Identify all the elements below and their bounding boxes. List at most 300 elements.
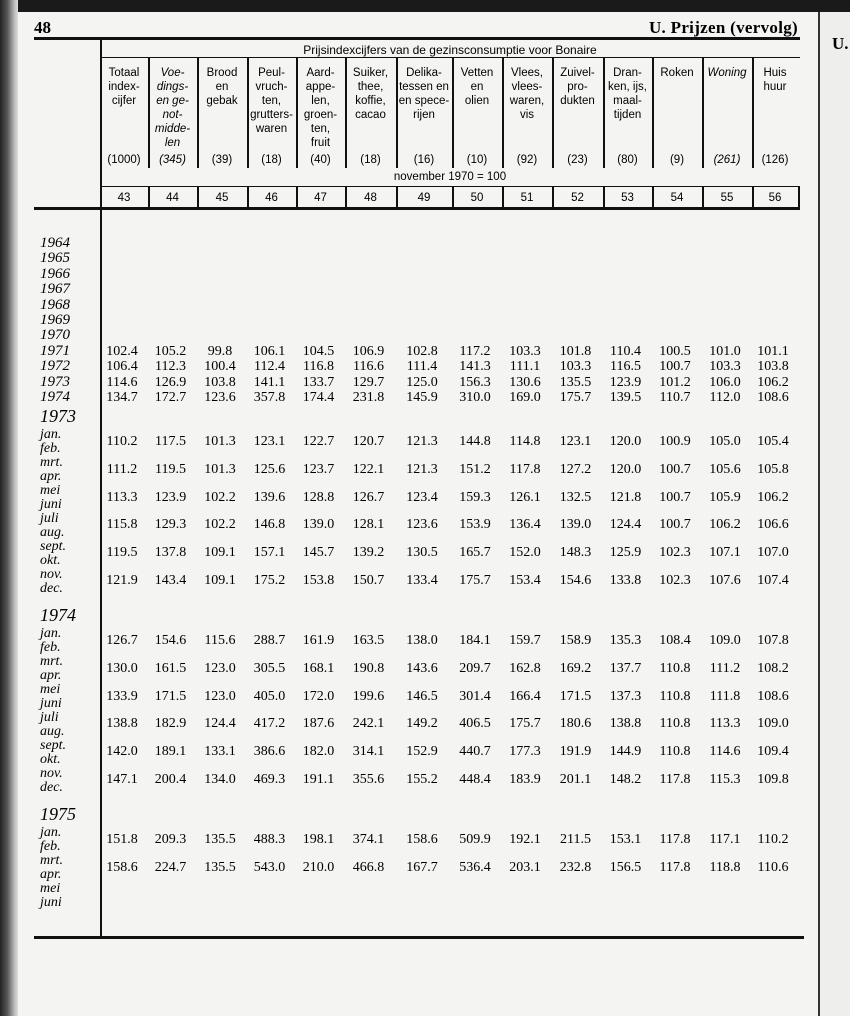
data-cell: 165.7	[459, 545, 491, 561]
colno-divider	[798, 186, 800, 208]
base-period: november 1970 = 100	[393, 171, 507, 183]
data-cell: 145.9	[406, 390, 438, 406]
data-cell: 139.0	[559, 517, 592, 533]
data-cell: 536.4	[459, 859, 491, 875]
data-cell: 101.8	[559, 344, 592, 359]
data-cell: 115.6	[204, 633, 236, 648]
data-cell: 153.1	[609, 832, 642, 847]
column-number: 46	[265, 192, 278, 204]
column-weight: (92)	[516, 154, 538, 166]
column-weight: (1000)	[107, 154, 141, 166]
data-cell: 111.1	[509, 359, 541, 375]
data-cell: 105.0	[709, 434, 741, 449]
column-weight: (39)	[211, 154, 233, 166]
data-cell: 158.9	[559, 633, 592, 648]
data-cell: 488.3	[253, 832, 286, 847]
data-cell: 148.2	[609, 772, 642, 787]
data-cell: 150.7	[352, 573, 385, 588]
block-year-label: 1975	[40, 804, 76, 824]
month-label: mei	[40, 881, 61, 896]
data-cell: 153.9	[459, 517, 491, 533]
data-cell: 123.7	[302, 461, 335, 477]
year-label: 1972	[40, 358, 70, 375]
data-cell: 110.4	[610, 344, 641, 359]
year-label: 1967	[40, 281, 70, 298]
data-cell: 115.8	[106, 517, 138, 533]
data-cell: 144.9	[609, 744, 642, 760]
data-cell: 440.7	[459, 744, 491, 760]
column-weight: (261)	[713, 154, 741, 166]
block-year-label: 1973	[40, 406, 76, 426]
column-header: Brood en gebak	[206, 67, 238, 107]
data-cell: 149.2	[406, 716, 438, 732]
data-cell: 198.1	[302, 832, 335, 847]
data-cell: 109.0	[757, 716, 789, 732]
month-label: mei	[40, 483, 61, 498]
data-cell: 103.3	[559, 359, 592, 375]
data-cell: 128.1	[352, 517, 385, 533]
month-label: juli	[40, 710, 59, 725]
data-cell: 118.8	[709, 859, 741, 875]
data-cell: 509.9	[459, 832, 491, 847]
data-cell: 112.3	[155, 359, 186, 375]
column-header: Suiker, thee, koffie, cacao	[352, 67, 389, 121]
data-cell: 124.4	[204, 716, 236, 732]
data-cell: 128.8	[302, 489, 335, 505]
data-cell: 191.1	[302, 772, 335, 787]
data-cell: 141.3	[459, 359, 491, 375]
data-cell: 123.9	[154, 489, 187, 505]
data-cell: 201.1	[559, 772, 592, 787]
data-cell: 143.6	[406, 660, 438, 676]
data-cell: 102.2	[204, 489, 236, 505]
data-cell: 103.3	[709, 359, 741, 375]
data-cell: 158.6	[406, 832, 438, 847]
data-cell: 137.7	[609, 660, 642, 676]
column-weight: (80)	[617, 154, 638, 166]
month-label: okt.	[40, 752, 61, 767]
data-cell: 123.9	[609, 374, 642, 390]
column-number: 49	[417, 192, 431, 204]
data-cell: 107.6	[709, 573, 741, 588]
data-cell: 110.2	[757, 832, 789, 847]
data-cell: 133.7	[302, 374, 335, 390]
data-cell: 355.6	[352, 772, 385, 787]
data-cell: 417.2	[253, 716, 286, 732]
data-cell: 108.6	[757, 688, 789, 704]
data-cell: 147.1	[106, 772, 138, 787]
column-header: Voe- dings- en ge- not- midde- len	[154, 67, 191, 149]
data-cell: 146.8	[253, 517, 286, 533]
year-label: 1966	[40, 265, 70, 282]
data-cell: 112.4	[254, 359, 285, 375]
data-cell: 105.6	[709, 461, 741, 477]
data-cell: 102.3	[659, 545, 691, 561]
data-cell: 101.0	[709, 344, 741, 359]
column-weight: (126)	[761, 154, 789, 166]
month-label: sept.	[40, 539, 67, 554]
data-cell: 103.3	[509, 344, 541, 359]
data-cell: 175.7	[559, 390, 592, 406]
data-cell: 171.5	[559, 688, 592, 704]
data-cell: 125.0	[406, 374, 438, 390]
data-cell: 448.4	[459, 772, 491, 787]
data-cell: 126.7	[106, 633, 138, 648]
data-cell: 182.9	[154, 716, 187, 732]
data-cell: 105.4	[757, 434, 789, 449]
data-cell: 120.0	[609, 461, 642, 477]
data-cell: 148.3	[559, 545, 592, 561]
data-cell: 166.4	[509, 688, 541, 704]
data-cell: 100.4	[204, 359, 236, 375]
book-spine-edge	[0, 0, 18, 1016]
month-label: apr.	[40, 668, 62, 683]
month-label: apr.	[40, 469, 62, 484]
data-cell: 130.6	[509, 374, 541, 390]
data-cell: 171.5	[154, 688, 187, 704]
data-cell: 116.5	[610, 359, 641, 375]
data-cell: 305.5	[253, 660, 286, 676]
data-cell: 109.8	[757, 772, 789, 787]
data-cell: 158.6	[106, 859, 138, 875]
data-cell: 101.1	[757, 344, 789, 359]
data-cell: 123.0	[204, 688, 236, 704]
data-cell: 135.5	[204, 832, 236, 847]
month-label: juni	[40, 696, 62, 711]
month-label: mrt.	[40, 853, 63, 868]
colno-top-rule	[100, 186, 800, 187]
data-cell: 108.6	[757, 390, 789, 406]
data-cell: 374.1	[352, 832, 385, 847]
data-cell: 117.8	[659, 772, 691, 787]
data-cell: 120.0	[609, 434, 642, 449]
data-cell: 119.5	[106, 545, 138, 561]
column-header: Vetten en olien	[460, 67, 494, 107]
data-cell: 107.4	[757, 573, 789, 588]
data-cell: 122.7	[302, 434, 335, 449]
data-cell: 224.7	[154, 859, 187, 875]
data-cell: 159.3	[459, 489, 491, 505]
data-cell: 107.8	[757, 633, 789, 648]
data-cell: 102.3	[659, 573, 691, 588]
month-label: dec.	[40, 581, 63, 596]
page-number: 48	[34, 18, 51, 37]
month-label: sept.	[40, 738, 67, 753]
data-cell: 123.1	[559, 434, 592, 449]
data-cell: 122.1	[352, 461, 385, 477]
data-cell: 156.3	[459, 374, 491, 390]
data-cell: 199.6	[352, 688, 385, 704]
next-page-heading: U.	[832, 34, 849, 53]
column-header: Roken	[660, 67, 694, 79]
data-cell: 141.1	[253, 374, 286, 390]
column-number: 51	[520, 192, 534, 204]
month-label: apr.	[40, 867, 62, 882]
year-label: 1971	[40, 342, 70, 359]
top-rule	[34, 37, 800, 40]
data-cell: 135.5	[204, 859, 236, 875]
data-cell: 110.8	[659, 660, 691, 676]
data-cell: 161.5	[154, 660, 187, 676]
data-cell: 109.0	[709, 633, 741, 648]
data-cell: 116.6	[353, 359, 384, 375]
data-cell: 100.7	[659, 461, 691, 477]
month-label: nov.	[40, 567, 63, 582]
column-header: Dran- ken, ijs, maal- tijden	[608, 67, 647, 121]
data-cell: 106.2	[757, 489, 789, 505]
data-cell: 159.7	[509, 633, 541, 648]
data-cell: 106.4	[106, 359, 138, 375]
data-cell: 105.2	[154, 344, 187, 359]
column-number: 54	[670, 192, 684, 204]
data-cell: 117.8	[509, 461, 541, 477]
data-cell: 153.4	[509, 573, 541, 588]
column-header: Zuivel- pro- dukten	[560, 67, 595, 107]
data-cell: 121.3	[406, 461, 438, 477]
data-cell: 137.3	[609, 688, 642, 704]
data-cell: 121.9	[106, 573, 138, 588]
column-weight: (23)	[567, 154, 588, 166]
data-cell: 192.1	[509, 832, 541, 847]
data-cell: 105.8	[757, 461, 789, 477]
year-label: 1969	[40, 312, 70, 328]
data-cell: 180.6	[559, 716, 592, 732]
data-cell: 123.1	[253, 434, 286, 449]
data-cell: 126.9	[154, 374, 187, 390]
data-cell: 189.1	[154, 744, 187, 760]
data-cell: 105.9	[709, 489, 741, 505]
data-cell: 405.0	[253, 688, 286, 704]
column-number: 48	[364, 192, 377, 204]
table-title: Prijsindexcijfers van de gezinsconsumptie voor Bonaire	[303, 43, 597, 57]
month-label: juni	[40, 497, 62, 512]
data-cell: 117.1	[709, 832, 741, 847]
data-cell: 129.7	[352, 374, 385, 390]
data-cell: 203.1	[509, 859, 541, 875]
data-cell: 116.8	[303, 359, 334, 375]
data-cell: 108.4	[659, 633, 691, 648]
running-head: U. Prijzen (vervolg)	[648, 18, 798, 37]
data-cell: 138.0	[406, 633, 438, 648]
column-header: Totaal index- cijfer	[108, 67, 140, 107]
month-label: juli	[40, 511, 59, 526]
data-cell: 163.5	[352, 633, 385, 648]
data-cell: 110.8	[659, 744, 691, 760]
data-cell: 106.2	[757, 374, 789, 390]
data-cell: 132.5	[559, 489, 592, 505]
data-cell: 232.8	[559, 859, 592, 875]
data-cell: 123.4	[406, 489, 438, 505]
data-cell: 110.7	[659, 390, 691, 406]
month-label: jan.	[40, 427, 62, 442]
data-cell: 190.8	[352, 660, 385, 676]
data-cell: 406.5	[459, 716, 491, 732]
month-label: jan.	[40, 626, 62, 641]
data-cell: 100.7	[659, 489, 691, 505]
data-cell: 124.4	[609, 517, 642, 533]
data-cell: 314.1	[352, 744, 385, 760]
data-cell: 126.1	[509, 489, 541, 505]
column-number: 44	[166, 192, 179, 204]
data-cell: 102.2	[204, 517, 236, 533]
column-header: Delika- tessen en en spece- rijen	[398, 67, 450, 121]
column-number: 52	[571, 192, 584, 204]
data-cell: 111.4	[406, 359, 438, 375]
data-cell: 139.0	[302, 517, 335, 533]
month-label: mrt.	[40, 654, 63, 669]
data-cell: 123.6	[204, 390, 236, 406]
month-label: juni	[40, 895, 62, 910]
data-cell: 174.4	[302, 390, 335, 406]
data-cell: 139.6	[253, 489, 286, 505]
data-cell: 139.2	[352, 545, 385, 561]
data-cell: 154.6	[154, 633, 187, 648]
data-cell: 184.1	[459, 633, 491, 648]
column-weight: (9)	[669, 154, 685, 166]
data-cell: 114.8	[509, 434, 541, 449]
data-cell: 104.5	[302, 344, 335, 359]
data-cell: 110.8	[659, 716, 691, 732]
column-number: 53	[621, 192, 634, 204]
data-cell: 211.5	[560, 832, 591, 847]
data-cell: 172.7	[154, 390, 187, 406]
data-cell: 115.3	[709, 772, 741, 787]
data-cell: 162.8	[509, 660, 541, 676]
year-label: 1974	[40, 389, 70, 405]
year-label: 1964	[40, 235, 70, 251]
data-cell: 231.8	[352, 390, 385, 406]
data-cell: 109.1	[204, 545, 236, 561]
data-cell: 157.1	[253, 545, 286, 561]
data-cell: 108.2	[757, 660, 789, 676]
data-cell: 120.7	[352, 434, 385, 449]
data-cell: 142.0	[106, 744, 138, 760]
data-cell: 127.2	[559, 461, 592, 477]
data-cell: 111.2	[106, 461, 138, 477]
data-cell: 133.4	[406, 573, 438, 588]
data-cell: 130.5	[406, 545, 438, 561]
data-cell: 110.8	[659, 688, 691, 704]
month-label: nov.	[40, 766, 63, 781]
data-cell: 138.8	[106, 716, 138, 732]
column-weight: (345)	[159, 154, 186, 166]
data-cell: 136.4	[509, 517, 541, 533]
month-label: dec.	[40, 780, 63, 795]
column-weight: (18)	[261, 154, 282, 166]
title-rule	[100, 57, 800, 58]
month-label: feb.	[40, 640, 61, 655]
data-cell: 106.2	[709, 517, 741, 533]
data-cell: 125.9	[609, 545, 642, 561]
data-cell: 183.9	[509, 772, 541, 787]
column-number: 50	[470, 192, 484, 204]
data-cell: 152.0	[509, 545, 541, 561]
data-cell: 121.3	[406, 434, 438, 449]
data-cell: 177.3	[509, 744, 541, 760]
month-label: feb.	[40, 441, 61, 456]
column-number: 43	[117, 192, 131, 204]
data-cell: 144.8	[459, 434, 491, 449]
data-cell: 169.0	[509, 390, 541, 406]
year-label: 1968	[40, 296, 70, 313]
column-header: Aard- appe- len, groen- ten, fruit	[303, 67, 338, 149]
data-cell: 167.7	[406, 859, 438, 875]
data-cell: 100.7	[659, 359, 691, 375]
data-cell: 288.7	[253, 633, 286, 648]
data-cell: 175.7	[509, 716, 541, 732]
column-header: Vlees, vlees- waren, vis	[509, 67, 545, 121]
data-cell: 113.3	[709, 716, 741, 732]
month-label: mrt.	[40, 455, 63, 470]
data-cell: 100.7	[659, 517, 691, 533]
data-cell: 101.3	[204, 434, 236, 449]
data-cell: 125.6	[253, 461, 286, 477]
data-cell: 210.0	[302, 859, 335, 875]
data-cell: 156.5	[609, 859, 642, 875]
column-weight: (16)	[413, 154, 435, 166]
data-cell: 182.0	[302, 744, 335, 760]
data-cell: 357.8	[253, 390, 286, 406]
data-cell: 143.4	[154, 573, 187, 588]
data-cell: 107.1	[709, 545, 741, 561]
data-cell: 386.6	[253, 744, 286, 760]
data-cell: 310.0	[459, 390, 491, 406]
data-cell: 130.0	[106, 660, 138, 676]
data-cell: 543.0	[253, 859, 286, 875]
data-cell: 146.5	[406, 688, 438, 704]
column-number: 55	[720, 192, 734, 204]
column-header: Woning	[707, 67, 747, 79]
data-cell: 110.6	[757, 859, 789, 875]
data-cell: 102.4	[106, 344, 138, 359]
data-cell: 209.7	[459, 660, 491, 676]
data-cell: 169.2	[559, 660, 592, 676]
month-label: aug.	[40, 525, 65, 540]
data-cell: 106.9	[352, 344, 385, 359]
year-label: 1965	[40, 250, 70, 267]
data-cell: 154.6	[559, 573, 592, 588]
data-cell: 137.8	[154, 545, 187, 561]
data-cell: 112.0	[709, 390, 741, 406]
data-cell: 152.9	[406, 744, 438, 760]
data-cell: 135.5	[559, 374, 592, 390]
data-cell: 139.5	[609, 390, 642, 406]
data-cell: 175.2	[253, 573, 286, 588]
month-label: feb.	[40, 839, 61, 854]
data-cell: 187.6	[302, 716, 335, 732]
data-cell: 117.2	[459, 344, 491, 359]
data-cell: 114.6	[709, 744, 741, 760]
data-cell: 107.0	[757, 545, 789, 561]
data-cell: 129.3	[154, 517, 187, 533]
data-cell: 134.7	[106, 390, 138, 406]
data-cell: 133.8	[609, 573, 642, 588]
data-cell: 133.9	[106, 688, 138, 704]
data-cell: 106.6	[757, 517, 789, 533]
data-cell: 100.5	[659, 344, 691, 359]
data-cell: 113.3	[106, 489, 138, 505]
data-cell: 101.3	[204, 461, 236, 477]
data-cell: 161.9	[302, 633, 335, 648]
data-cell: 110.2	[106, 434, 138, 449]
column-weight: (18)	[360, 154, 381, 166]
data-cell: 134.0	[204, 772, 236, 787]
data-cell: 119.5	[155, 461, 186, 477]
data-cell: 106.1	[253, 344, 286, 359]
data-cell: 151.8	[106, 832, 138, 847]
data-cell: 145.7	[302, 545, 335, 561]
data-cell: 99.8	[207, 344, 233, 359]
